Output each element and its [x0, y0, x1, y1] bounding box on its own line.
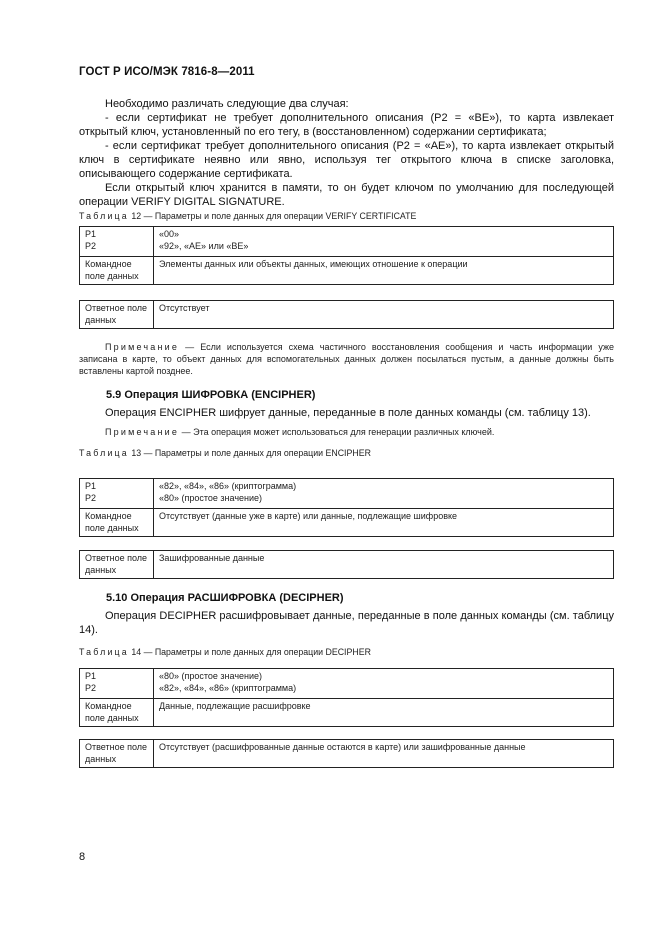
table-14-caption-text: 14 — Параметры и поле данных для операции DECIPHER [128, 647, 371, 657]
note-1-text: — Если используется схема частичного восстановления сообщения и часть информации уже записана в карте, то объект данных для вспомогательных данных должен посылаться пустым, а данные должны быть вставлены картой позднее. [79, 342, 614, 376]
section-5-10-text [79, 609, 614, 637]
note-2-word: Примечание [105, 427, 180, 437]
intro-paragraph-4: Если открытый ключ хранится в памяти, то он будет ключом по умолчанию для последующей операции VERIFY DIGITAL SIGNATURE. [79, 182, 614, 208]
table-12-caption-text: 12 — Параметры и поле данных для операции VERIFY CERTIFICATE [128, 211, 417, 221]
table-13-param-values: «82», «84», «86» (криптограмма) «80» (простое значение) [154, 479, 614, 509]
table-row [80, 479, 614, 509]
section-5-9-heading: 5.9 Операция ШИФРОВКА (ENCIPHER) [106, 389, 316, 401]
note-2 [79, 426, 614, 438]
table-14-response-value: Отсутствует (расшифрованные данные остаются в карте) или зашифрованные данные [154, 740, 614, 768]
intro-paragraph-3: - если сертификат требует дополнительного описания (Р2 = «АЕ»), то карта извлекает открытый ключ в сертификате неявно или явно, используя тег открытого ключа в списке заголовка, описывающего содержание сертификата. [79, 140, 614, 180]
table-12-response [79, 300, 614, 329]
table-14-command-label: Командное поле данных [80, 699, 154, 727]
table-14-caption [79, 647, 371, 657]
table-12 [79, 226, 614, 285]
table-13-command-value: Отсутствует (данные уже в карте) или данные, подлежащие шифровке [154, 509, 614, 537]
document-header: ГОСТ Р ИСО/МЭК 7816-8—2011 [79, 66, 255, 78]
table-14 [79, 668, 614, 727]
table-12-command-label: Командное поле данных [80, 257, 154, 285]
table-row [80, 740, 614, 768]
section-5-10-heading: 5.10 Операция РАСШИФРОВКА (DECIPHER) [106, 592, 344, 604]
table-14-response-label: Ответное поле данных [80, 740, 154, 768]
table-14-param-labels: Р1 Р2 [80, 669, 154, 699]
table-row [80, 257, 614, 285]
note-2-text: — Эта операция может использоваться для генерации различных ключей. [179, 427, 495, 437]
table-13-caption-text: 13 — Параметры и поле данных для операции ENCIPHER [128, 448, 371, 458]
table-14-command-value: Данные, подлежащие расшифровке [154, 699, 614, 727]
table-13 [79, 478, 614, 537]
table-row [80, 551, 614, 579]
table-12-param-labels: Р1 Р2 [80, 227, 154, 257]
table-13-command-label: Командное поле данных [80, 509, 154, 537]
note-1 [79, 341, 614, 377]
table-row [80, 509, 614, 537]
table-12-response-value: Отсутствует [154, 301, 614, 329]
table-13-response-label: Ответное поле данных [80, 551, 154, 579]
section-5-10-paragraph: Операция DECIPHER расшифровывает данные, переданные в поле данных команды (см. таблицу 14). [79, 610, 614, 636]
table-14-caption-word: Таблица [79, 647, 129, 657]
section-5-9-text [79, 406, 614, 420]
section-5-9-paragraph: Операция ENCIPHER шифрует данные, переданные в поле данных команды (см. таблицу 13). [105, 407, 591, 419]
table-12-response-label: Ответное поле данных [80, 301, 154, 329]
intro-paragraph-2: - если сертификат не требует дополнительного описания (Р2 = «ВЕ»), то карта извлекает открытый ключ, установленный по его тегу, в (восстановленном) содержании сертификата; [79, 112, 614, 138]
table-14-response [79, 739, 614, 768]
table-13-caption-word: Таблица [79, 448, 129, 458]
table-row [80, 301, 614, 329]
note-1-word: Примечание [105, 342, 180, 352]
intro-paragraph-1: Необходимо различать следующие два случая: [105, 98, 349, 110]
table-13-response-value: Зашифрованные данные [154, 551, 614, 579]
table-14-param-values: «80» (простое значение) «82», «84», «86» (криптограмма) [154, 669, 614, 699]
table-12-caption [79, 211, 416, 221]
table-12-caption-word: Таблица [79, 211, 129, 221]
table-row [80, 699, 614, 727]
table-13-param-labels: Р1 Р2 [80, 479, 154, 509]
page-number: 8 [79, 851, 86, 863]
table-13-caption [79, 448, 371, 458]
table-13-response [79, 550, 614, 579]
table-12-param-values: «00» «92», «АЕ» или «ВЕ» [154, 227, 614, 257]
intro-text [79, 97, 614, 209]
table-12-command-value: Элементы данных или объекты данных, имеющих отношение к операции [154, 257, 614, 285]
table-row [80, 227, 614, 257]
table-row [80, 669, 614, 699]
